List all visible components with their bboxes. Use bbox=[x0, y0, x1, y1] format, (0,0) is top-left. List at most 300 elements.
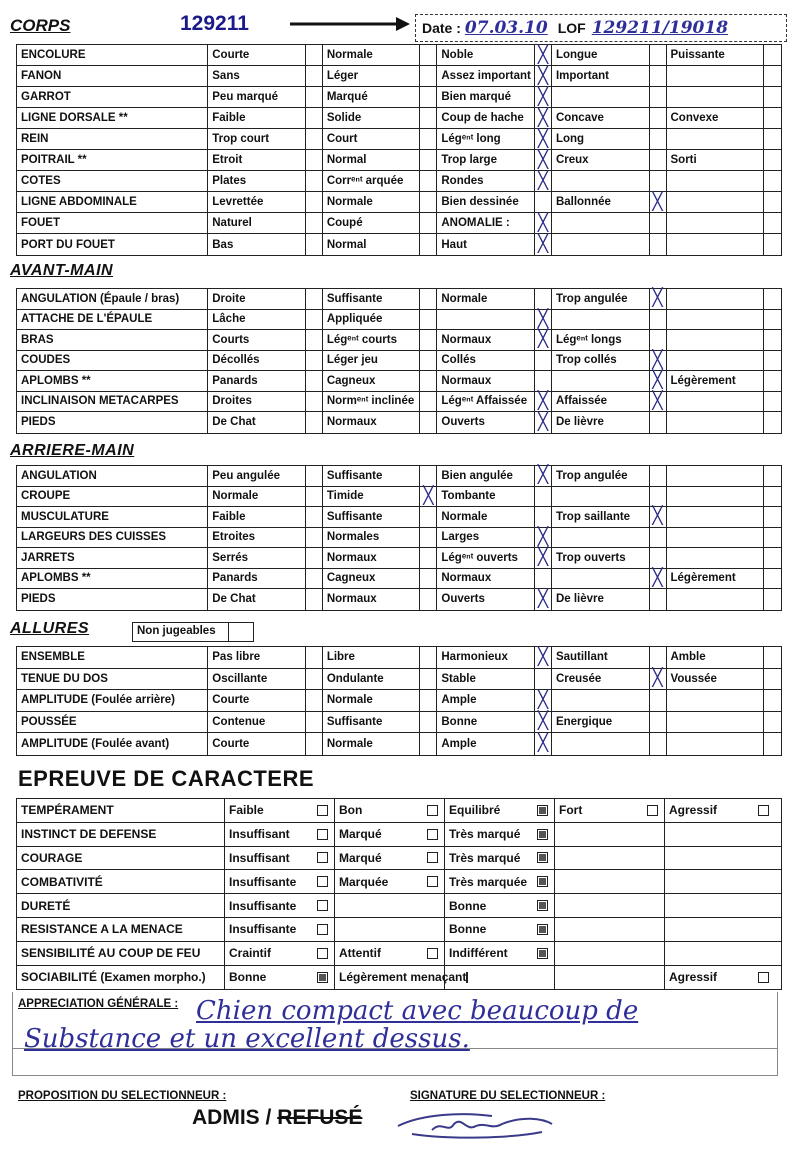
caractere-checkbox[interactable] bbox=[537, 852, 548, 863]
corps-option: Convexe bbox=[667, 108, 765, 128]
avant.rows-option: Trop angulée bbox=[552, 289, 650, 309]
allures.rows-option: Courte bbox=[208, 733, 306, 755]
avant.rows-row bbox=[17, 371, 781, 392]
caractere-checkbox[interactable] bbox=[317, 900, 328, 911]
arriere.rows-checkbox[interactable] bbox=[306, 507, 323, 527]
admis-text: ADMIS bbox=[192, 1106, 260, 1129]
non-jugeables-box bbox=[132, 622, 254, 642]
caractere-option-label: Marquée bbox=[339, 874, 389, 889]
corps-option: Corrᵉⁿᵗ arquée bbox=[323, 171, 421, 191]
corps-checkbox[interactable] bbox=[650, 108, 667, 128]
allures.rows-checkbox[interactable] bbox=[420, 712, 437, 733]
avant.rows-checkbox[interactable] bbox=[420, 392, 437, 412]
avant.rows-checkbox[interactable] bbox=[650, 371, 667, 391]
caractere-option bbox=[335, 966, 467, 990]
caractere-option bbox=[225, 918, 335, 941]
avant.rows-checkbox[interactable] bbox=[420, 351, 437, 371]
caractere-option bbox=[555, 942, 665, 965]
arriere.rows-checkbox[interactable] bbox=[764, 589, 781, 610]
arriere.rows-checkbox[interactable] bbox=[764, 528, 781, 548]
avant.rows-option: Lâche bbox=[208, 310, 306, 330]
caractere-checkbox[interactable] bbox=[317, 852, 328, 863]
avant.rows-checkbox[interactable] bbox=[306, 371, 323, 391]
avant.rows-checkbox[interactable] bbox=[764, 392, 781, 412]
caractere-option bbox=[665, 847, 775, 870]
avant.rows-row-label: PIEDS bbox=[17, 412, 208, 433]
caractere-option bbox=[555, 847, 665, 870]
appreciation-line-1: Chien compact avec beaucoup de bbox=[196, 996, 639, 1026]
corps-checkbox[interactable] bbox=[420, 108, 437, 128]
corps-checkbox[interactable] bbox=[306, 66, 323, 86]
allures.rows-checkbox[interactable] bbox=[420, 669, 437, 690]
corps-option: Haut bbox=[437, 234, 535, 255]
corps-checkbox[interactable] bbox=[306, 171, 323, 191]
arriere.rows-row-label: ANGULATION bbox=[17, 466, 208, 486]
signature-label: SIGNATURE DU SELECTIONNEUR : bbox=[410, 1090, 606, 1102]
avant.rows-checkbox[interactable] bbox=[650, 330, 667, 350]
caractere-checkbox[interactable] bbox=[647, 805, 658, 816]
avant.rows-option bbox=[552, 371, 650, 391]
arriere.rows-checkbox[interactable] bbox=[650, 548, 667, 568]
corps-option: Normal bbox=[323, 234, 421, 255]
arriere.rows-option bbox=[667, 548, 765, 568]
arriere.rows-row bbox=[17, 589, 781, 610]
caractere-row bbox=[17, 894, 781, 918]
corps-checkbox[interactable] bbox=[306, 234, 323, 255]
corps-checkbox[interactable] bbox=[306, 192, 323, 212]
caractere-checkbox[interactable] bbox=[758, 805, 769, 816]
corps-checkbox[interactable] bbox=[650, 213, 667, 233]
corps-checkbox[interactable] bbox=[306, 150, 323, 170]
cross-mark-icon: ╳ bbox=[537, 411, 549, 432]
arriere.rows-checkbox[interactable] bbox=[764, 487, 781, 507]
arriere.rows-checkbox[interactable] bbox=[650, 569, 667, 589]
avant.rows-checkbox[interactable] bbox=[650, 289, 667, 309]
corps-checkbox[interactable] bbox=[764, 213, 781, 233]
avant.rows-option bbox=[552, 310, 650, 330]
avant.rows-row bbox=[17, 351, 781, 372]
allures.rows-option bbox=[667, 733, 765, 755]
allures.rows-checkbox[interactable] bbox=[764, 712, 781, 733]
allures.rows-checkbox[interactable] bbox=[764, 690, 781, 711]
allures.rows-row-label: TENUE DU DOS bbox=[17, 669, 208, 690]
corps-option bbox=[552, 171, 650, 191]
arriere.rows-checkbox[interactable] bbox=[764, 548, 781, 568]
caractere-option bbox=[225, 894, 335, 917]
avant.rows-option: Trop collés bbox=[552, 351, 650, 371]
allures.rows-checkbox[interactable] bbox=[650, 712, 667, 733]
allures.rows-row-label: AMPLITUDE (Foulée arrière) bbox=[17, 690, 208, 711]
caractere-checkbox[interactable] bbox=[317, 805, 328, 816]
caractere-row bbox=[17, 918, 781, 942]
allures.rows-checkbox[interactable] bbox=[306, 690, 323, 711]
arriere.rows-checkbox[interactable] bbox=[420, 487, 437, 507]
allures.rows-row bbox=[17, 733, 781, 755]
arriere.rows-checkbox[interactable] bbox=[306, 589, 323, 610]
caractere-option bbox=[665, 918, 775, 941]
caractere-checkbox[interactable] bbox=[758, 972, 769, 983]
allures.rows-option: Courte bbox=[208, 690, 306, 711]
corps-option bbox=[552, 87, 650, 107]
corps-checkbox[interactable] bbox=[650, 129, 667, 149]
caractere-checkbox[interactable] bbox=[537, 829, 548, 840]
cross-mark-icon: ╳ bbox=[652, 567, 663, 588]
avant.rows-checkbox[interactable] bbox=[306, 310, 323, 330]
avant.rows-option: Normale bbox=[437, 289, 535, 309]
cross-mark-icon: ╳ bbox=[652, 349, 663, 370]
corps-option bbox=[552, 213, 650, 233]
caractere-title: EPREUVE DE CARACTERE bbox=[18, 766, 315, 791]
allures.rows-checkbox[interactable] bbox=[306, 733, 323, 755]
allures.rows-option: Normale bbox=[323, 733, 421, 755]
allures.rows-checkbox[interactable] bbox=[764, 647, 781, 668]
arriere.rows-row bbox=[17, 507, 781, 528]
arriere.rows-checkbox[interactable] bbox=[306, 466, 323, 486]
avant.rows-checkbox[interactable] bbox=[306, 289, 323, 309]
arriere.rows-row-label: LARGEURS DES CUISSES bbox=[17, 528, 208, 548]
allures.rows-checkbox[interactable] bbox=[535, 669, 552, 690]
allures.rows-checkbox[interactable] bbox=[306, 669, 323, 690]
corps-checkbox[interactable] bbox=[764, 171, 781, 191]
allures.rows-checkbox[interactable] bbox=[535, 690, 552, 711]
corps-checkbox[interactable] bbox=[306, 45, 323, 65]
corps-checkbox[interactable] bbox=[535, 129, 552, 149]
avant.rows-option: Suffisante bbox=[323, 289, 421, 309]
allures.rows-option: Creusée bbox=[552, 669, 650, 690]
corps-row bbox=[17, 66, 781, 87]
non-jugeables-checkbox[interactable] bbox=[229, 623, 253, 641]
caractere-option bbox=[225, 823, 335, 846]
avant.rows-checkbox[interactable] bbox=[535, 310, 552, 330]
corps-option: Bas bbox=[208, 234, 306, 255]
corps-option: Noble bbox=[437, 45, 535, 65]
arriere.rows-checkbox[interactable] bbox=[420, 507, 437, 527]
corps-checkbox[interactable] bbox=[650, 45, 667, 65]
caractere-option bbox=[445, 966, 555, 990]
caractere-checkbox[interactable] bbox=[537, 876, 548, 887]
arriere.rows-checkbox[interactable] bbox=[650, 507, 667, 527]
corps-checkbox[interactable] bbox=[764, 150, 781, 170]
corps-checkbox[interactable] bbox=[650, 234, 667, 255]
arriere.rows-checkbox[interactable] bbox=[535, 466, 552, 486]
arriere.rows-checkbox[interactable] bbox=[650, 466, 667, 486]
caractere-checkbox[interactable] bbox=[317, 829, 328, 840]
avant.rows-option: Panards bbox=[208, 371, 306, 391]
allures.rows-checkbox[interactable] bbox=[306, 712, 323, 733]
avant.rows-checkbox[interactable] bbox=[764, 330, 781, 350]
caractere-option-label: Insuffisante bbox=[229, 922, 297, 937]
avant.rows-checkbox[interactable] bbox=[650, 351, 667, 371]
caractere-checkbox[interactable] bbox=[317, 876, 328, 887]
allures.rows-checkbox[interactable] bbox=[420, 733, 437, 755]
corps-checkbox[interactable] bbox=[535, 213, 552, 233]
allures.rows-option: Harmonieux bbox=[437, 647, 535, 668]
corps-option: Courte bbox=[208, 45, 306, 65]
avant.rows-checkbox[interactable] bbox=[420, 330, 437, 350]
corps-checkbox[interactable] bbox=[764, 192, 781, 212]
arriere.rows-checkbox[interactable] bbox=[535, 548, 552, 568]
arriere.rows-checkbox[interactable] bbox=[306, 548, 323, 568]
arriere.rows-checkbox[interactable] bbox=[420, 569, 437, 589]
arriere.rows-checkbox[interactable] bbox=[420, 528, 437, 548]
corps-checkbox[interactable] bbox=[764, 129, 781, 149]
caractere-row bbox=[17, 966, 781, 990]
caractere-option-label: Agressif bbox=[669, 970, 718, 985]
arriere.rows-checkbox[interactable] bbox=[764, 466, 781, 486]
avant.rows-checkbox[interactable] bbox=[535, 392, 552, 412]
corps-checkbox[interactable] bbox=[420, 234, 437, 255]
arriere.rows-row-label: APLOMBS ** bbox=[17, 569, 208, 589]
corps-checkbox[interactable] bbox=[535, 87, 552, 107]
allures.rows-checkbox[interactable] bbox=[306, 647, 323, 668]
corps-checkbox[interactable] bbox=[420, 66, 437, 86]
arriere.rows-checkbox[interactable] bbox=[535, 487, 552, 507]
arriere.rows-checkbox[interactable] bbox=[306, 487, 323, 507]
corps-option: Levrettée bbox=[208, 192, 306, 212]
caractere-checkbox[interactable] bbox=[427, 829, 438, 840]
arriere.rows-checkbox[interactable] bbox=[650, 528, 667, 548]
allures.rows-checkbox[interactable] bbox=[764, 669, 781, 690]
allures.rows-option bbox=[667, 712, 765, 733]
allures.rows-checkbox[interactable] bbox=[650, 690, 667, 711]
allures.rows-option: Ample bbox=[437, 690, 535, 711]
arriere.rows-option bbox=[552, 487, 650, 507]
corps-option: Normale bbox=[323, 192, 421, 212]
avant.rows-checkbox[interactable] bbox=[306, 412, 323, 433]
allures.rows-checkbox[interactable] bbox=[764, 733, 781, 755]
arriere.rows-checkbox[interactable] bbox=[764, 569, 781, 589]
arriere.rows-checkbox[interactable] bbox=[650, 589, 667, 610]
corps-checkbox[interactable] bbox=[420, 192, 437, 212]
arriere.rows-option bbox=[667, 507, 765, 527]
avant.rows-checkbox[interactable] bbox=[420, 289, 437, 309]
caractere-option bbox=[445, 918, 555, 941]
corps-checkbox[interactable] bbox=[420, 171, 437, 191]
avant.rows-option: Ouverts bbox=[437, 412, 535, 433]
arriere.rows-option: Timide bbox=[323, 487, 421, 507]
corps-option: Coup de hache bbox=[437, 108, 535, 128]
avant.rows-checkbox[interactable] bbox=[535, 412, 552, 433]
avant.rows-option bbox=[667, 330, 765, 350]
caractere-option bbox=[225, 799, 335, 822]
caractere-checkbox[interactable] bbox=[317, 972, 328, 983]
refuse-text: REFUSÉ bbox=[277, 1106, 363, 1129]
corps-row-label: GARROT bbox=[17, 87, 208, 107]
corps-checkbox[interactable] bbox=[420, 87, 437, 107]
cross-mark-icon: ╳ bbox=[537, 308, 549, 329]
corps-option: Sans bbox=[208, 66, 306, 86]
cross-mark-icon: ╳ bbox=[537, 547, 549, 568]
caractere-row-label: SENSIBILITÉ AU COUP DE FEU bbox=[17, 942, 225, 965]
corps-checkbox[interactable] bbox=[420, 129, 437, 149]
caractere-option bbox=[445, 799, 555, 822]
corps-checkbox[interactable] bbox=[650, 192, 667, 212]
corps-option bbox=[552, 234, 650, 255]
caractere-option bbox=[445, 942, 555, 965]
caractere-checkbox[interactable] bbox=[537, 900, 548, 911]
allures.rows-row-label: ENSEMBLE bbox=[17, 647, 208, 668]
avant.rows-checkbox[interactable] bbox=[420, 412, 437, 433]
avant.rows-checkbox[interactable] bbox=[420, 371, 437, 391]
caractere-checkbox[interactable] bbox=[317, 948, 328, 959]
cross-mark-icon: ╳ bbox=[537, 128, 549, 149]
avant.rows-checkbox[interactable] bbox=[306, 351, 323, 371]
avant.rows-option: Affaissée bbox=[552, 392, 650, 412]
corps-checkbox[interactable] bbox=[535, 192, 552, 212]
corps-checkbox[interactable] bbox=[764, 66, 781, 86]
corps-row-label: FOUET bbox=[17, 213, 208, 233]
caractere-option bbox=[445, 870, 555, 893]
allures.rows-checkbox[interactable] bbox=[650, 647, 667, 668]
caractere-checkbox[interactable] bbox=[427, 805, 438, 816]
cross-mark-icon: ╳ bbox=[537, 733, 549, 754]
arriere.rows-checkbox[interactable] bbox=[420, 548, 437, 568]
avant.rows-row bbox=[17, 310, 781, 331]
cross-mark-icon: ╳ bbox=[537, 65, 549, 86]
arriere.rows-option: Suffisante bbox=[323, 507, 421, 527]
corps-checkbox[interactable] bbox=[306, 108, 323, 128]
arriere.rows-checkbox[interactable] bbox=[306, 569, 323, 589]
caractere-checkbox[interactable] bbox=[427, 948, 438, 959]
avant.rows-option: Droite bbox=[208, 289, 306, 309]
corps-checkbox[interactable] bbox=[535, 45, 552, 65]
corps-checkbox[interactable] bbox=[764, 234, 781, 255]
corps-checkbox[interactable] bbox=[650, 66, 667, 86]
arriere.rows-checkbox[interactable] bbox=[535, 569, 552, 589]
allures.rows-checkbox[interactable] bbox=[535, 712, 552, 733]
corps-option: Légᵉⁿᵗ long bbox=[437, 129, 535, 149]
arriere.rows-checkbox[interactable] bbox=[535, 507, 552, 527]
arriere.rows-checkbox[interactable] bbox=[764, 507, 781, 527]
avant.rows-option bbox=[667, 289, 765, 309]
caractere-option-label: Très marqué bbox=[449, 827, 521, 842]
corps-checkbox[interactable] bbox=[306, 87, 323, 107]
corps-checkbox[interactable] bbox=[650, 171, 667, 191]
corps-option: Solide bbox=[323, 108, 421, 128]
corps-option: Trop court bbox=[208, 129, 306, 149]
avant.rows-checkbox[interactable] bbox=[420, 310, 437, 330]
arriere.rows-option bbox=[667, 528, 765, 548]
arriere.rows-checkbox[interactable] bbox=[420, 589, 437, 610]
arriere.rows-checkbox[interactable] bbox=[420, 466, 437, 486]
avant.rows-checkbox[interactable] bbox=[650, 412, 667, 433]
arriere.rows-option: Bien angulée bbox=[437, 466, 535, 486]
corps-row-label: COTES bbox=[17, 171, 208, 191]
avant.rows-checkbox[interactable] bbox=[535, 351, 552, 371]
caractere-checkbox[interactable] bbox=[537, 948, 548, 959]
allures.rows-checkbox[interactable] bbox=[650, 733, 667, 755]
avant.rows-checkbox[interactable] bbox=[306, 392, 323, 412]
corps-option: Bien marqué bbox=[437, 87, 535, 107]
corps-checkbox[interactable] bbox=[764, 45, 781, 65]
allures.rows-checkbox[interactable] bbox=[420, 647, 437, 668]
allures.rows-checkbox[interactable] bbox=[535, 647, 552, 668]
corps-checkbox[interactable] bbox=[306, 213, 323, 233]
corps-checkbox[interactable] bbox=[535, 66, 552, 86]
caractere-option-label: Bonne bbox=[229, 970, 267, 985]
arriere.rows-option: De Chat bbox=[208, 589, 306, 610]
arriere.rows-checkbox[interactable] bbox=[535, 589, 552, 610]
allures-table bbox=[16, 646, 782, 756]
cross-mark-icon: ╳ bbox=[537, 107, 549, 128]
caractere-row-label: SOCIABILITÉ (Examen morpho.) bbox=[17, 966, 225, 990]
caractere-checkbox[interactable] bbox=[537, 924, 548, 935]
cross-mark-icon: ╳ bbox=[652, 668, 663, 689]
caractere-row bbox=[17, 823, 781, 847]
corps-checkbox[interactable] bbox=[650, 150, 667, 170]
avant.rows-checkbox[interactable] bbox=[764, 310, 781, 330]
corps-checkbox[interactable] bbox=[650, 87, 667, 107]
cross-mark-icon: ╳ bbox=[537, 234, 549, 254]
corps-checkbox[interactable] bbox=[420, 45, 437, 65]
caractere-checkbox[interactable] bbox=[427, 876, 438, 887]
caractere-option-label: Fort bbox=[559, 803, 583, 818]
avant.rows-option: Normᵉⁿᵗ inclinée bbox=[323, 392, 421, 412]
caractere-option bbox=[335, 942, 445, 965]
cross-mark-icon: ╳ bbox=[652, 191, 663, 212]
corps-title: CORPS bbox=[10, 16, 71, 35]
avant.rows-checkbox[interactable] bbox=[764, 289, 781, 309]
corps-checkbox[interactable] bbox=[306, 129, 323, 149]
caractere-checkbox[interactable] bbox=[537, 805, 548, 816]
corps-row-label: FANON bbox=[17, 66, 208, 86]
arriere.rows-row-label: JARRETS bbox=[17, 548, 208, 568]
arriere.rows-checkbox[interactable] bbox=[306, 528, 323, 548]
arriere.rows-checkbox[interactable] bbox=[535, 528, 552, 548]
avant.rows-checkbox[interactable] bbox=[535, 371, 552, 391]
corps-checkbox[interactable] bbox=[535, 150, 552, 170]
corps-checkbox[interactable] bbox=[535, 234, 552, 255]
arriere.rows-checkbox[interactable] bbox=[650, 487, 667, 507]
caractere-checkbox[interactable] bbox=[317, 924, 328, 935]
corps-option: Coupé bbox=[323, 213, 421, 233]
corps-checkbox[interactable] bbox=[420, 150, 437, 170]
corps-checkbox[interactable] bbox=[535, 108, 552, 128]
avant.rows-checkbox[interactable] bbox=[764, 371, 781, 391]
avant.rows-checkbox[interactable] bbox=[306, 330, 323, 350]
avant.rows-checkbox[interactable] bbox=[764, 412, 781, 433]
corps-row bbox=[17, 87, 781, 108]
corps-checkbox[interactable] bbox=[764, 108, 781, 128]
caractere-option-label: Légèrement menaçant bbox=[339, 970, 467, 985]
corps-checkbox[interactable] bbox=[535, 171, 552, 191]
lof-label: LOF bbox=[557, 20, 586, 36]
avant.rows-checkbox[interactable] bbox=[535, 330, 552, 350]
caractere-row bbox=[17, 847, 781, 871]
corps-option: Trop large bbox=[437, 150, 535, 170]
avant.rows-row bbox=[17, 412, 781, 433]
avant.rows-checkbox[interactable] bbox=[650, 392, 667, 412]
caractere-checkbox[interactable] bbox=[427, 852, 438, 863]
avant.rows-row-label: APLOMBS ** bbox=[17, 371, 208, 391]
arriere.rows-row bbox=[17, 528, 781, 549]
avant.rows-checkbox[interactable] bbox=[535, 289, 552, 309]
arriere.rows-option: Panards bbox=[208, 569, 306, 589]
corps-checkbox[interactable] bbox=[764, 87, 781, 107]
allures.rows-checkbox[interactable] bbox=[420, 690, 437, 711]
avant.rows-checkbox[interactable] bbox=[764, 351, 781, 371]
allures.rows-checkbox[interactable] bbox=[650, 669, 667, 690]
avant.rows-checkbox[interactable] bbox=[650, 310, 667, 330]
proposition-label: PROPOSITION DU SELECTIONNEUR : bbox=[18, 1090, 227, 1102]
avant.rows-row bbox=[17, 289, 781, 310]
allures.rows-checkbox[interactable] bbox=[535, 733, 552, 755]
arriere.rows-row-label: PIEDS bbox=[17, 589, 208, 610]
corps-checkbox[interactable] bbox=[420, 213, 437, 233]
caractere-option bbox=[225, 942, 335, 965]
caractere-option bbox=[555, 918, 665, 941]
caractere-option bbox=[225, 847, 335, 870]
